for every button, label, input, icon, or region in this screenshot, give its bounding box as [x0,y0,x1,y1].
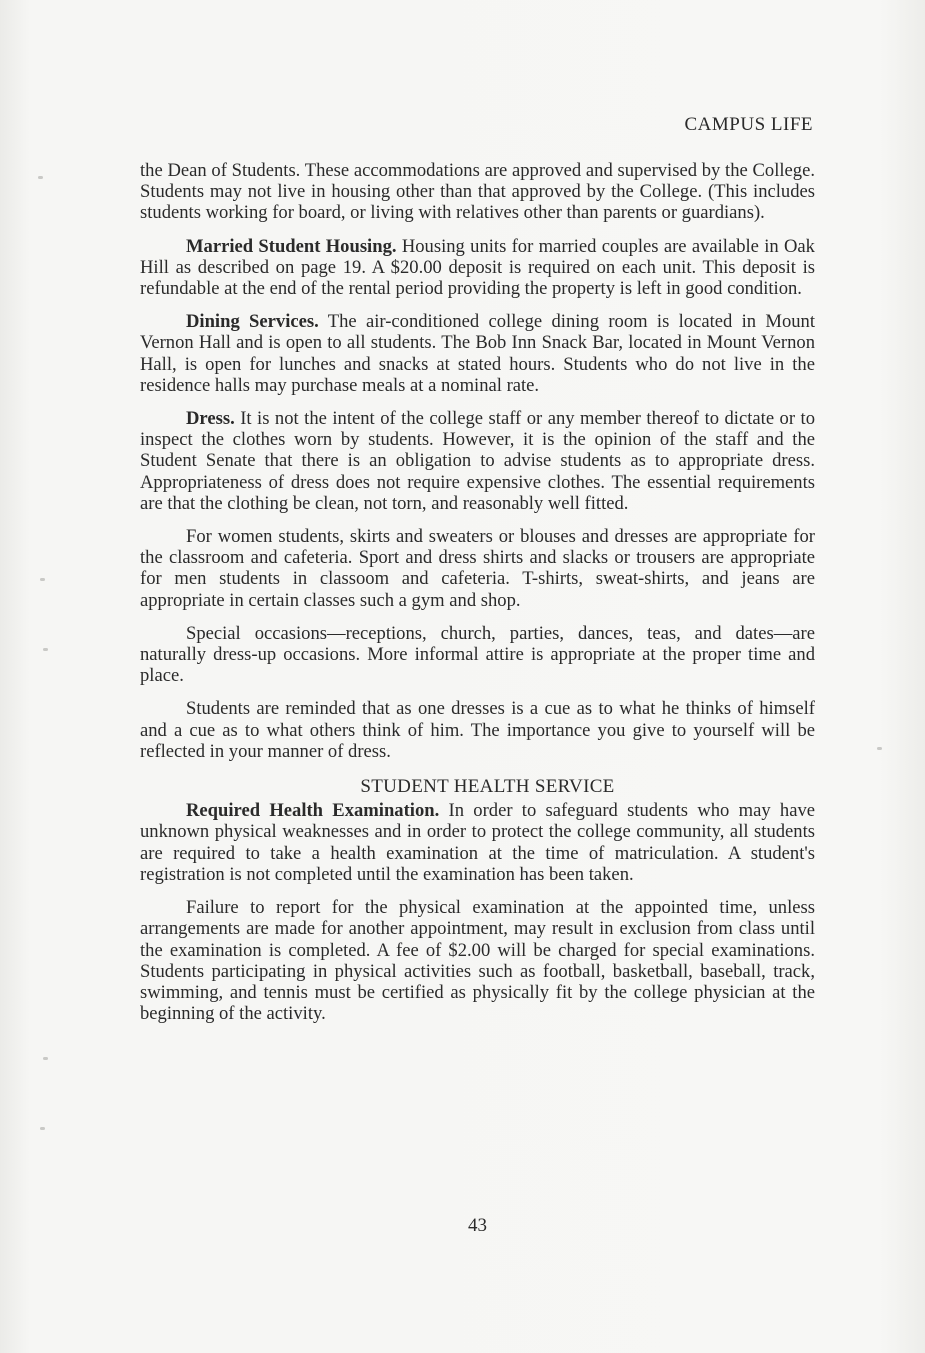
paragraph-text: The air-conditioned college dining room is located in Mount Vernon Hall and is open to all students. The Bob Inn Snack Bar, located in Mount Vernon Hall, is open for lunches and snacks at stated hours. Students who do not live in the residence halls may purchase meals at a nominal rate. [140,311,815,396]
scan-speck [877,747,882,750]
scan-speck [40,578,45,581]
scan-speck [38,176,43,179]
page-number: 43 [468,1215,487,1236]
paragraph-required-health-examination [140,800,815,885]
run-in-heading: Dining Services. [186,311,319,333]
paragraph-special-occasions: Special occasions—receptions, church, parties, dances, teas, and dates—are naturally dress-up occasions. More informal attire is appropriate at the proper time and place. [140,622,815,687]
paragraph-married-student-housing [140,236,815,300]
running-head: CAMPUS LIFE [684,114,813,135]
paragraph-text: In order to safeguard students who may have unknown physical weaknesses and in order to protect the college community, all students are required to take a health examination at the time of matriculation. A student's registration is not completed until the examination has been taken. [140,800,816,885]
scan-speck [43,648,48,651]
section-heading: STUDENT HEALTH SERVICE [360,776,615,798]
paragraph-dress [140,408,815,514]
paragraph-text: Housing units for married couples are available in Oak Hill as described on page 19. A $20.00 deposit is required on each unit. This deposit is refundable at the end of the rental period providing the property is left in good condition. [140,235,815,300]
paragraph-women-students: For women students, skirts and sweaters or blouses and dresses are appropriate for the classroom and cafeteria. Sport and dress shirts and slacks or trousers are appropriate for men students in classoom and cafeteria. T-shirts, sweat-shirts, and jeans are appropriate in certain classes such a gym and shop. [140,526,815,611]
run-in-heading: Dress. [186,408,235,430]
run-in-heading: Married Student Housing. [186,235,397,257]
paragraph-text: It is not the intent of the college staff or any member thereof to dictate or to inspect the clothes worn by students. However, it is the opinion of the staff and the Student Senate that there is an obligation to advise students as to appropriate dress. Appropriateness of dress does not require expensive clothes. The essential requirements are that the clothing be clean, not torn, and reasonably well fitted. [140,408,815,514]
paragraph-dean-of-students: the Dean of Students. These accommodations are approved and supervised by the College. Students may not live in housing other than that approved by the College. (This includes students working for board, or living with relatives other than parents or guardians). [140,160,815,224]
paragraph-failure-to-report: Failure to report for the physical examination at the appointed time, unless arrangements are made for another appointment, may result in exclusion from class until the examination is completed. A fee of $2.00 will be charged for special examinations. Students participating in physical activities such as football, basketball, baseball, track, swimming, and tennis must be certified as physically fit by the college physician at the beginning of the activity. [140,897,815,1025]
run-in-heading: Required Health Examination. [186,800,440,822]
scan-speck [40,1127,45,1130]
body-text [140,160,815,1036]
paragraph-students-reminded: Students are reminded that as one dresses is a cue as to what he thinks of himself and a cue as to what others think of him. The importance you give to yourself will be reflected in your manner of dress. [140,698,815,762]
paragraph-dining-services [140,311,815,396]
scan-speck [43,1057,48,1060]
